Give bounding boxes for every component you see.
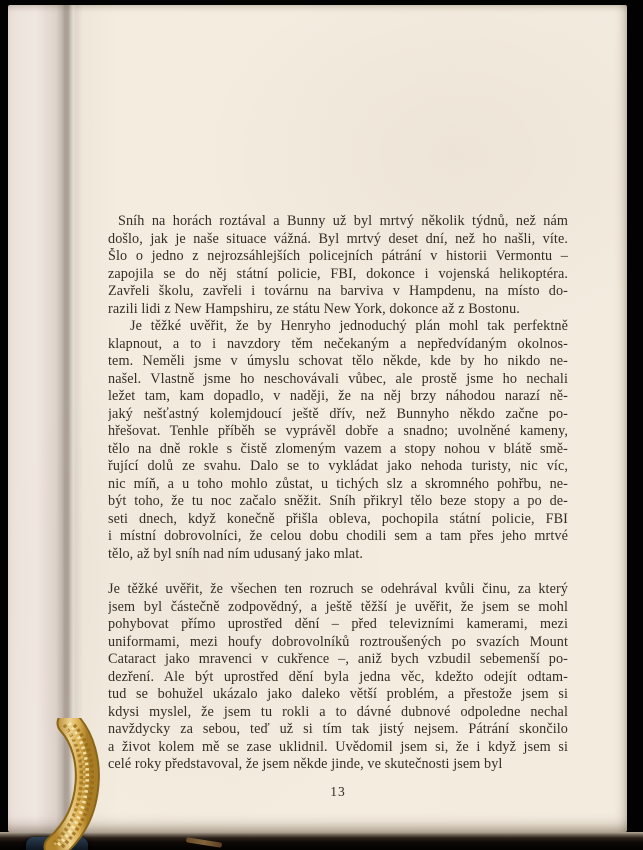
text-line: tem. Neměli jsme v úmyslu schovat tělo někde, kde by ho nikdo ne-	[108, 353, 568, 369]
text-line: Je těžké uvěřit, že všechen ten rozruch se odehrával kvůli činu, za který	[108, 581, 568, 597]
text-line: tud se bohužel ukázalo jako daleko větší problém, a přestože jsem si	[108, 686, 568, 702]
paragraph	[108, 581, 568, 774]
text-line: Cataract jako mravenci v cukřence –, aniž bych vzbudil sebemenší po-	[108, 651, 568, 667]
paragraph	[108, 318, 568, 563]
text-line: Zavřeli školu, zavřeli i továrnu na barviva v Hampdenu, na místo do-	[108, 283, 568, 299]
page-gutter	[62, 5, 76, 832]
bookmark-ribbon	[42, 718, 110, 850]
text-line: navždycky za sebou, teď už si tím tak jistý nejsem. Pátrání skončilo	[108, 721, 568, 737]
text-line: kdysi myslel, že jsem tu rokli a to dávné dubnové odpoledne nechal	[108, 703, 568, 720]
text-line: zapojila se do něj státní policie, FBI, dokonce i vojenská helikoptéra.	[108, 265, 568, 282]
text-line: tělo na dně rokle s čistě zlomeným vazem a stopy nohou v blátě smě-	[108, 440, 568, 457]
text-line: tělo, až byl sníh nad ním udusaný jako mlat.	[108, 545, 364, 562]
text-line: nic míň, a u toho mohlo zůstat, u tichých slz a skromného pohřbu, ne-	[108, 475, 568, 492]
text-line: Šlo o jedno z nejrozsáhlejších policejních pátrání v historii Vermontu –	[108, 248, 568, 264]
paragraph	[108, 213, 568, 318]
text-line: pohybovat přímo uprostřed dění – před televizními kamerami, mezi	[108, 616, 568, 632]
text-line: uniformami, mezi houfy dobrovolníků roztroušených po svazích Mount	[108, 633, 568, 650]
text-line: být toho, že tu noc začalo sněžit. Sníh přikryl tělo beze stopy a po de-	[108, 493, 568, 509]
text-line: Je těžké uvěřit, že by Henryho jednoduchý plán mohl tak perfektně	[130, 318, 568, 334]
text-line: jaký nešťastný kolemjdoucí ještě dřív, než Bunnyho někdo začne po-	[108, 405, 568, 422]
text-line: dezření. Ale být uprostřed dění byla jedna věc, kdežto odejít odtam-	[108, 668, 568, 685]
text-line: a život kolem mě se zase uklidnil. Uvědomil jsem si, že i když jsem si	[108, 738, 568, 755]
text-line: Sníh na horách roztával a Bunny už byl mrtvý několik týdnů, než nám	[118, 213, 568, 229]
text-line: jsem byl částečně zodpovědný, a ještě těžší je uvěřit, že jsem se mohl	[108, 598, 568, 615]
text-line: řující dolů ze svahu. Dalo se to vykládat jako nehoda turisty, nic víc,	[108, 458, 568, 474]
text-line: i místní dobrovolníci, že celou dobu chodili sem a tam přes jeho mrtvé	[108, 528, 568, 544]
book-page	[8, 5, 627, 832]
text-line: došlo, jak je naše situace vážná. Byl mrtvý deset dní, než ho našli, víte.	[108, 230, 568, 247]
text-line: razili lidi z New Hampshiru, ze státu New York, dokonce až z Bostonu.	[108, 300, 520, 317]
text-line: seti dnech, když konečně přišla obleva, pochopila státní policie, FBI	[108, 510, 568, 527]
text-line: ležet tam, kam dopadlo, v naději, že na něj brzy náhodou narazí ně-	[108, 388, 568, 404]
text-line: klapnout, a to i navzdory těm nečekaným a nepředvídaným okolnos-	[108, 335, 568, 352]
text-line: našel. Vlastně jsme ho neschovávali vůbec, ale prostě jsme ho nechali	[108, 370, 568, 387]
page-number: 13	[330, 784, 346, 799]
text-line: hřešovat. Tenhle příběh se vyprávěl dobře a snadno; uvolněné kameny,	[108, 423, 568, 439]
text-line: celé roky představoval, že jsem někde jinde, ve skutečnosti jsem byl	[108, 756, 503, 772]
body-text	[108, 213, 568, 774]
